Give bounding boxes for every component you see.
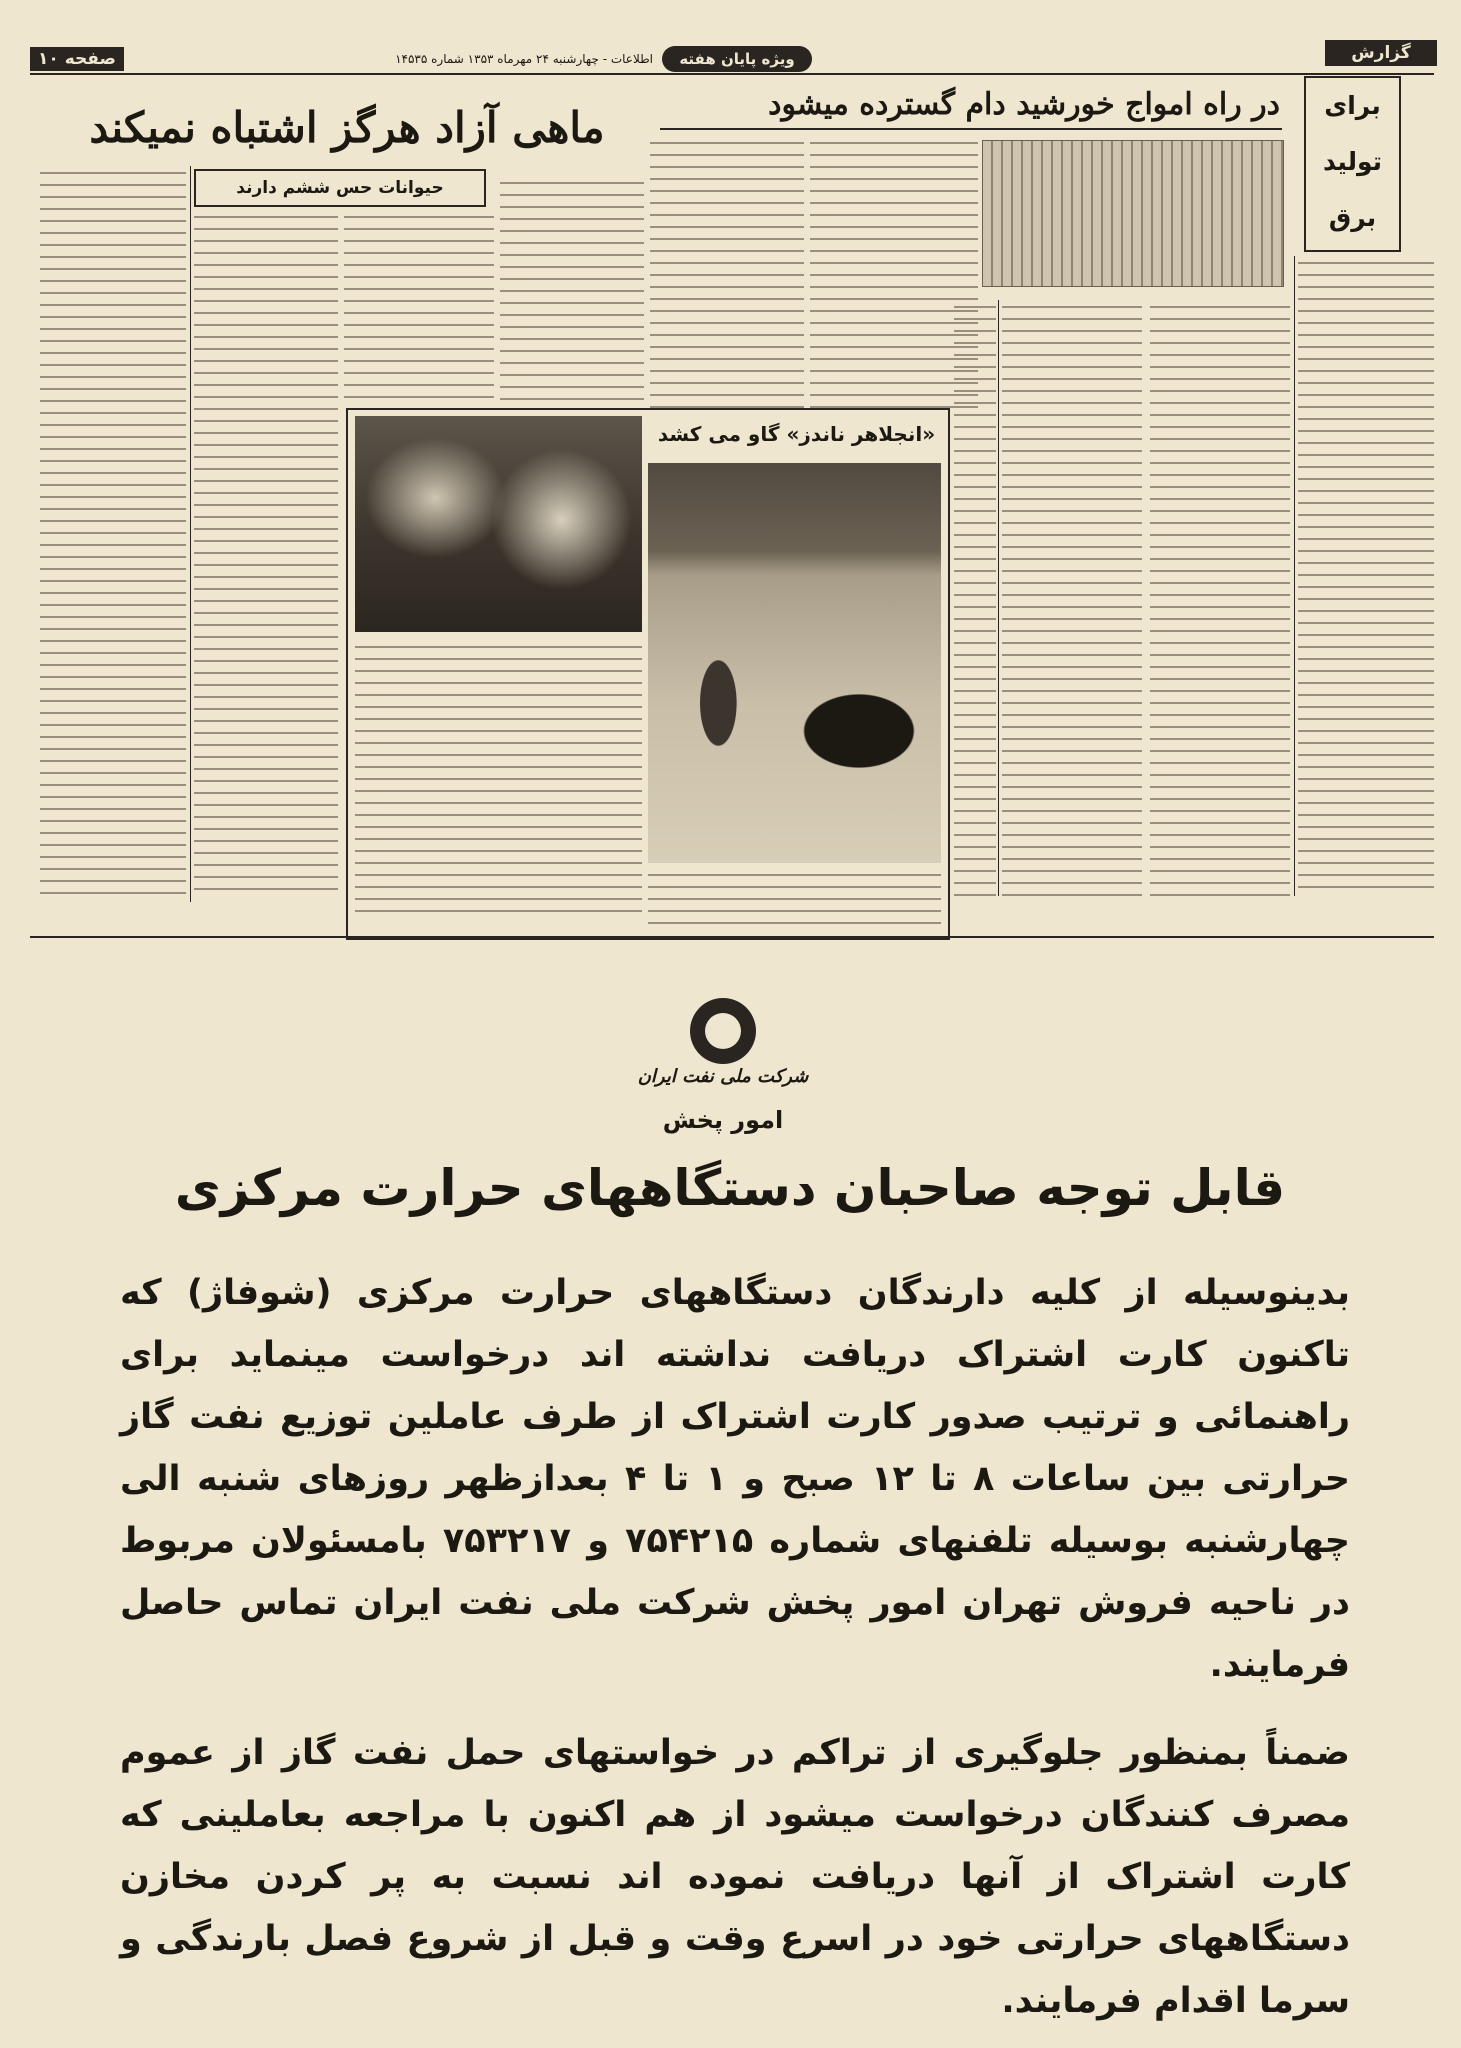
company-name: شرکت ملی نفت ایران <box>637 1066 809 1087</box>
fish-headline: ماهی آزاد هرگز اشتباه نمیکند <box>89 103 605 152</box>
side-box-line: برق <box>1328 203 1377 232</box>
company-logo-icon <box>690 998 756 1064</box>
header-rule <box>30 73 1434 75</box>
ad-title: قابل توجه صاحبان دستگاههای حرارت مرکزی <box>174 1159 1286 1217</box>
bull-headline: «انجلاهر ناندز» گاو می کشد <box>657 422 936 446</box>
ad-body <box>120 1262 1350 2032</box>
text-column <box>1150 300 1290 896</box>
fish-subhead: حیوانات حس ششم دارند <box>194 169 486 207</box>
issue-info: اطلاعات - چهارشنبه ۲۴ مهرماه ۱۳۵۳ شماره ۱۴۵۳۵ <box>395 52 653 66</box>
department-name: امور پخش <box>662 1106 784 1134</box>
section-label: گزارش <box>1325 40 1437 66</box>
text-column <box>500 176 644 408</box>
column-rule <box>1294 256 1295 896</box>
portrait-photo <box>355 416 642 632</box>
column-rule <box>998 300 999 896</box>
ad-paragraph: بدینوسیله از کلیه دارندگان دستگاههای حرارت مرکزی (شوفاژ) که تاکنون کارت اشتراک دریافت نداشته اند درخواست مینماید برای راهنمائی و ترتیب صدور کارت اشتراک از طرف عاملین توزیع نفت گاز حرارتی بین ساعات ۸ تا ۱۲ صبح و ۱ تا ۴ بعدازظهر روزهای شنبه الی چهارشنبه بوسیله تلفنهای شماره ۷۵۴۲۱۵ و ۷۵۳۲۱۷ بامسئولان مربوط در ناحیه فروش تهران امور پخش شرکت ملی نفت ایران تماس حاصل فرمایند. <box>120 1273 1350 1685</box>
headline-rule <box>660 128 1282 130</box>
side-box <box>1304 76 1401 252</box>
text-column <box>355 640 642 920</box>
solar-headline: در راه امواج خورشید دام گسترده میشود <box>768 87 1280 122</box>
text-column <box>40 166 186 902</box>
solar-diagram-image <box>982 140 1284 287</box>
column-rule <box>190 166 191 902</box>
special-section-badge: ویژه پایان هفته <box>662 46 812 72</box>
text-column <box>344 210 494 408</box>
text-column <box>194 210 338 900</box>
text-column <box>1002 300 1142 896</box>
bullfight-photo <box>648 463 941 863</box>
text-column <box>648 868 941 928</box>
side-box-line: تولید <box>1322 147 1383 176</box>
text-column <box>810 136 978 408</box>
page-number-label: صفحه ۱۰ <box>30 47 124 71</box>
side-box-line: برای <box>1324 91 1381 120</box>
ad-top-rule <box>30 936 1434 938</box>
text-column <box>650 136 804 408</box>
ad-paragraph: ضمناً بمنظور جلوگیری از تراکم در خواستهای حمل نفت گاز از عموم مصرف کنندگان درخواست میشود از هم اکنون با مراجعه بعاملینی که کارت اشتراک از آنها دریافت نموده اند نسبت به پر کردن مخازن دستگاههای حرارتی خود در اسرع وقت و قبل از شروع فصل بارندگی و سرما اقدام فرمایند. <box>120 1733 1350 2021</box>
text-column <box>1298 256 1434 896</box>
